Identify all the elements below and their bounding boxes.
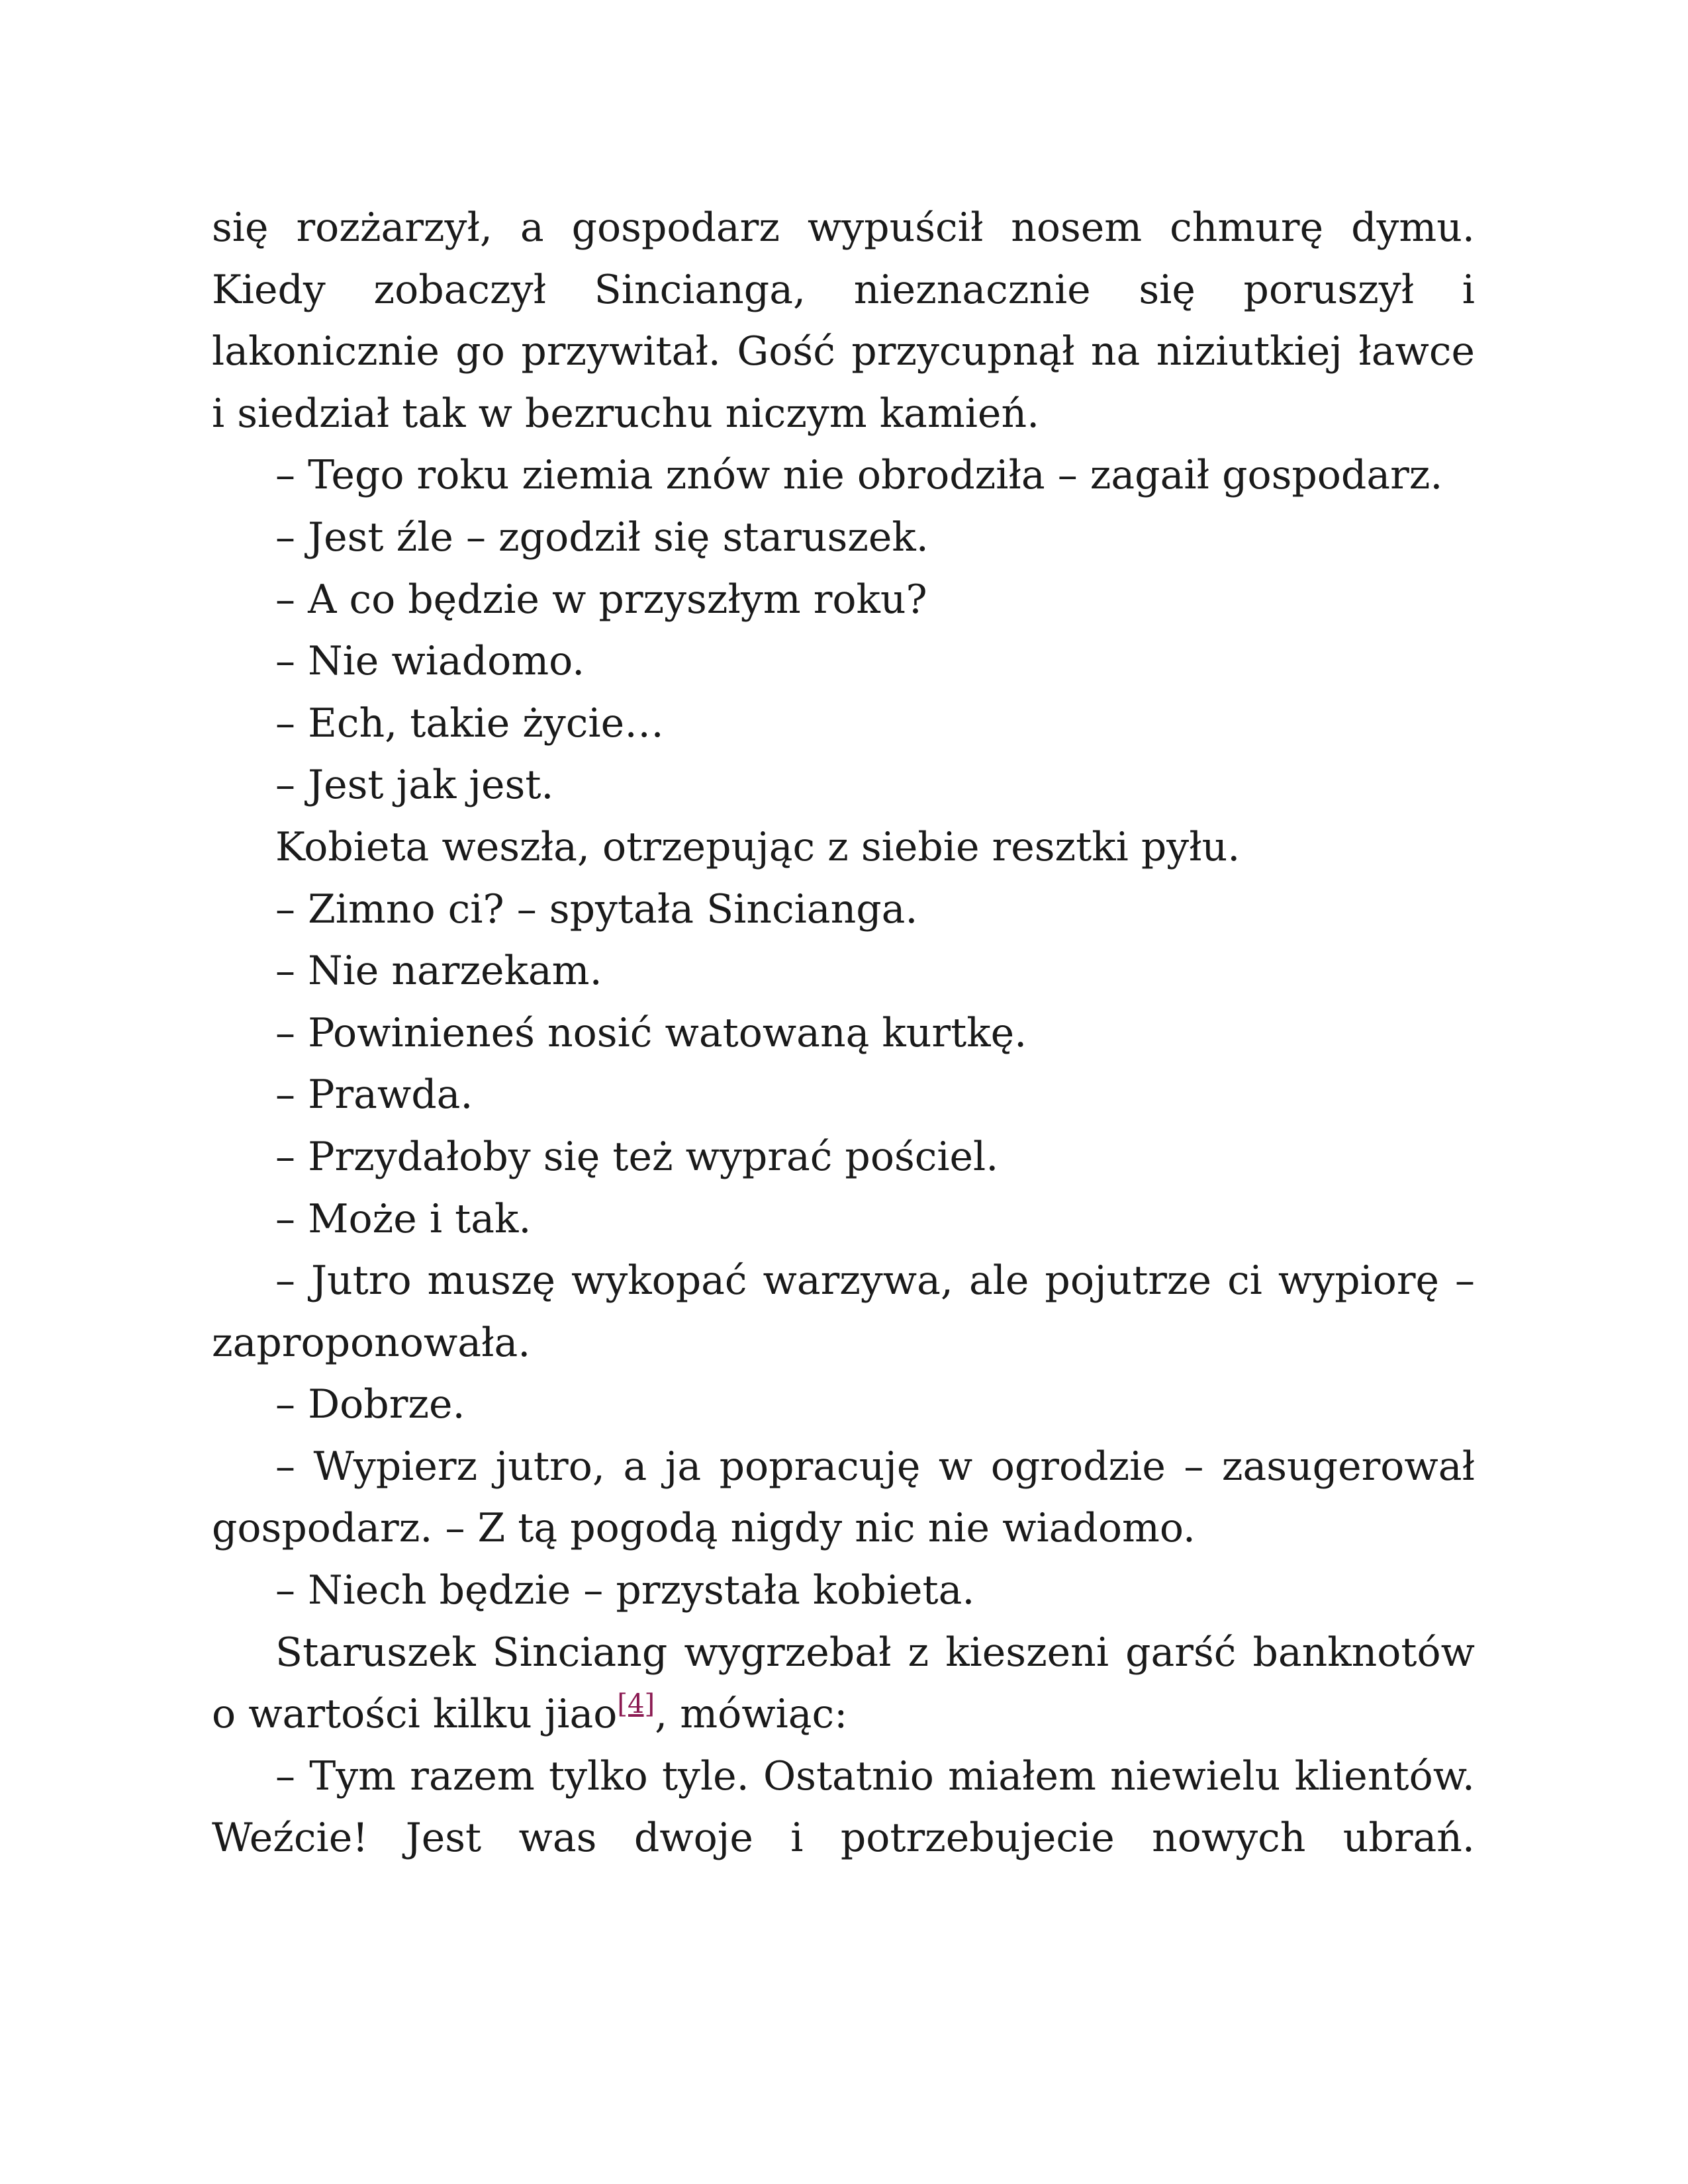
paragraph: – Powinieneś nosić watowaną kurtkę. bbox=[275, 1009, 1027, 1056]
paragraph: – Ech, takie życie… bbox=[275, 700, 665, 747]
paragraph: – Nie narzekam. bbox=[275, 948, 602, 995]
paragraph: – Jest źle – zgodził się staruszek. bbox=[275, 514, 929, 561]
paragraph: – Prawda. bbox=[275, 1071, 473, 1118]
footnote-paragraph-tail: , mówiąc: bbox=[655, 1691, 848, 1738]
paragraph: – Niech będzie – przystała kobieta. bbox=[275, 1567, 975, 1614]
paragraph: – Dobrze. bbox=[275, 1381, 465, 1428]
paragraph: – Nie wiadomo. bbox=[275, 638, 585, 685]
paragraph: – Jest jak jest. bbox=[275, 762, 554, 809]
paragraph: Kobieta weszła, otrzepując z siebie resztki pyłu. bbox=[275, 823, 1241, 870]
footnote-paragraph bbox=[212, 1622, 1475, 1746]
page-body bbox=[212, 197, 1475, 1870]
footnote-paragraph-text: Staruszek Sinciang wygrzebał z kieszeni garść banknotów o wartości kilku jiao bbox=[212, 1629, 1475, 1738]
footnote-link-4[interactable]: [4] bbox=[617, 1689, 655, 1720]
paragraph: się rozżarzył, a gospodarz wypuścił nosem chmurę dymu. Kiedy zobaczył Sincianga, nieznacznie się poruszył i lakonicznie go przywitał. Gość przycupnął na niziutkiej ławce i siedział tak w bezruchu niczym kamień. bbox=[212, 205, 1475, 437]
paragraph: – Przydałoby się też wyprać pościel. bbox=[275, 1133, 999, 1180]
paragraph: – Może i tak. bbox=[275, 1195, 532, 1242]
paragraph: – Tego roku ziemia znów nie obrodziła – zagaił gospodarz. bbox=[275, 452, 1443, 499]
last-paragraph: – Tym razem tylko tyle. Ostatnio miałem niewielu klientów. Weźcie! Jest was dwoje i potrzebujecie nowych ubrań. bbox=[212, 1752, 1475, 1862]
paragraph: – Jutro muszę wykopać warzywa, ale pojutrze ci wypiorę – zaproponowała. bbox=[212, 1257, 1475, 1366]
paragraph: – Zimno ci? – spytała Sincianga. bbox=[275, 886, 918, 933]
paragraph: – Wypierz jutro, a ja popracuję w ogrodzie – zasugerował gospodarz. – Z tą pogodą nigdy nic nie wiadomo. bbox=[212, 1443, 1475, 1552]
paragraph: – A co będzie w przyszłym roku? bbox=[275, 576, 927, 623]
